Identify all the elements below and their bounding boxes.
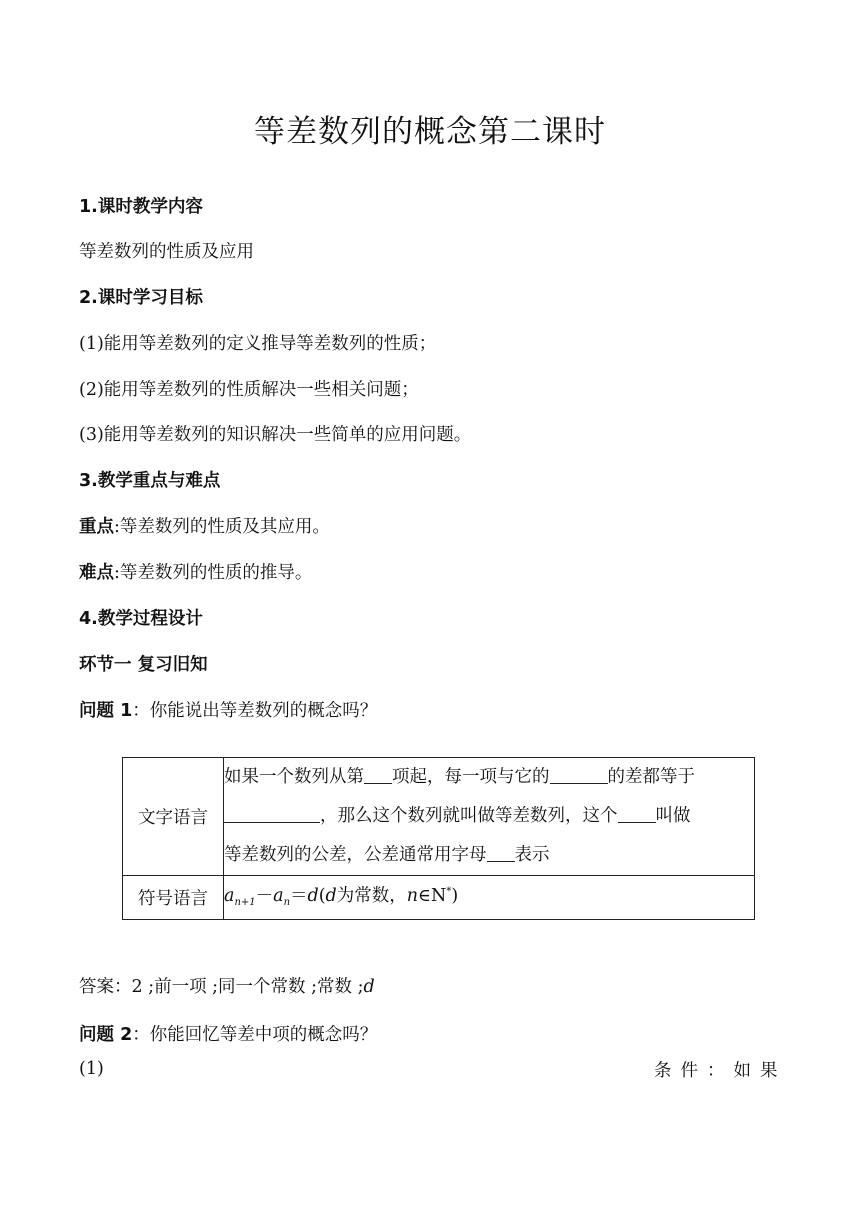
section-heading-4: 4.教学过程设计 <box>79 609 203 629</box>
text-part: 叫做 <box>655 806 691 826</box>
key-point-text: :等差数列的性质及其应用。 <box>114 517 330 537</box>
fill-blank <box>364 765 392 784</box>
formula-subscript: n <box>283 897 291 908</box>
formula-part: ) <box>451 886 459 906</box>
answer-line <box>79 975 375 999</box>
text-part: 等差数列的公差，公差通常用字母 <box>224 845 487 865</box>
symbol-formula <box>224 876 755 920</box>
fill-blank <box>550 765 608 784</box>
table-row <box>123 876 755 920</box>
section-text-1: 等差数列的性质及应用 <box>79 242 254 262</box>
row-header-text-language: 文字语言 <box>123 758 224 876</box>
text-part: 项起，每一项与它的 <box>392 767 550 787</box>
question-2-label: 问题 2 <box>79 1025 133 1045</box>
question-1 <box>79 699 377 723</box>
difficult-point-text: :等差数列的性质的推导。 <box>114 563 313 583</box>
formula-part: d <box>325 886 337 906</box>
text-part: ，那么这个数列就叫做等差数列，这个 <box>320 806 618 826</box>
difficult-point <box>79 561 312 585</box>
question-1-text: ：你能说出等差数列的概念吗？ <box>132 701 378 721</box>
section-heading-1: 1.课时教学内容 <box>79 197 203 217</box>
formula-subscript: n+1 <box>234 897 256 908</box>
text-part: 表示 <box>514 845 550 865</box>
key-point <box>79 515 330 539</box>
answer-text: 答案：2 ;前一项 ;同一个常数 ;常数 ; <box>79 977 364 997</box>
answer-d: d <box>363 977 375 997</box>
formula-part: d <box>307 886 319 906</box>
formula-superscript: * <box>446 886 452 897</box>
page-title: 等差数列的概念第二课时 <box>254 114 606 150</box>
formula-part: 为常数， <box>336 886 407 906</box>
definition-table <box>122 757 755 920</box>
text-part: 如果一个数列从第 <box>224 767 364 787</box>
text-part: 的差都等于 <box>607 767 695 787</box>
condition-text: 条件：如果 <box>654 1061 787 1081</box>
item-number: (1) <box>79 1059 104 1079</box>
formula-part: － <box>255 886 274 906</box>
question-2-text: ：你能回忆等差中项的概念吗？ <box>132 1025 378 1045</box>
goal-item-1: (1)能用等差数列的定义推导等差数列的性质； <box>79 334 437 354</box>
text-language-cell <box>224 758 755 876</box>
section-heading-2: 2.课时学习目标 <box>79 288 203 308</box>
formula-part: ( <box>318 886 326 906</box>
goal-item-3: (3)能用等差数列的知识解决一些简单的应用问题。 <box>79 425 472 445</box>
formula-part: ∈N <box>418 886 447 906</box>
formula-part: a <box>224 886 235 906</box>
difficult-point-label: 难点 <box>79 563 114 583</box>
fill-blank <box>487 843 515 862</box>
formula-part: n <box>406 886 419 906</box>
goal-item-2: (2)能用等差数列的性质解决一些相关问题； <box>79 380 419 400</box>
formula-part: ＝ <box>290 886 308 906</box>
fill-blank <box>224 804 320 823</box>
row-header-symbol-language: 符号语言 <box>123 876 224 920</box>
question-1-label: 问题 1 <box>79 701 133 721</box>
section-heading-3: 3.教学重点与难点 <box>79 471 221 491</box>
table-row <box>123 758 755 876</box>
question-2 <box>79 1023 377 1047</box>
key-point-label: 重点 <box>79 517 114 537</box>
step-heading: 环节一 复习旧知 <box>79 655 208 675</box>
formula-part: a <box>273 886 284 906</box>
fill-blank <box>618 804 656 823</box>
